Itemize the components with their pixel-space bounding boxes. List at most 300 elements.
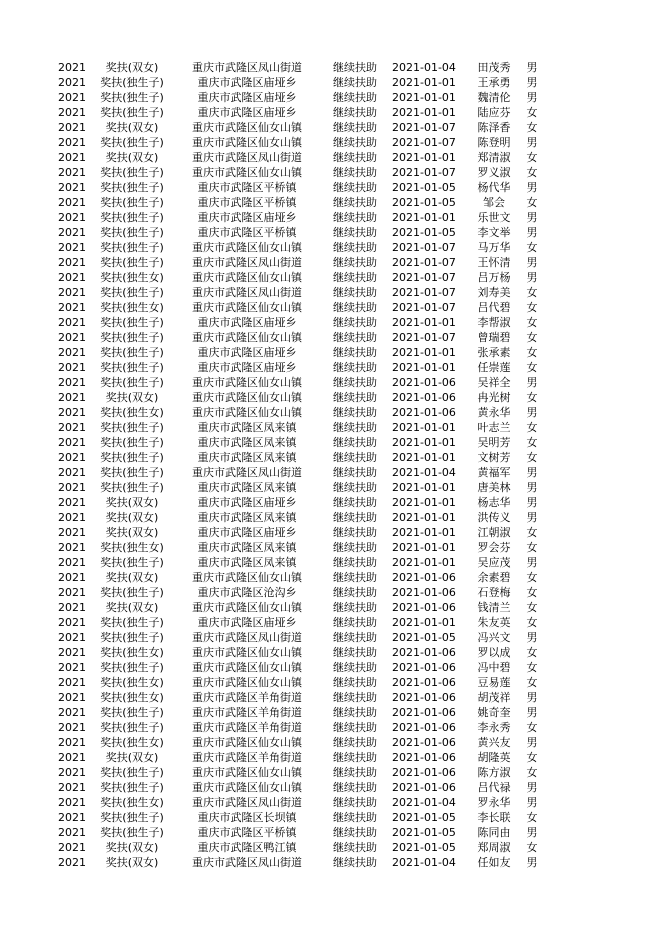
table-row xyxy=(0,555,662,570)
cell-name: 吴明芳 xyxy=(477,436,511,449)
cell-gender: 女 xyxy=(526,541,538,554)
cell-address: 重庆市武隆区仙女山镇 xyxy=(192,166,302,179)
cell-status: 继续扶助 xyxy=(333,421,377,434)
table-row xyxy=(0,300,662,315)
cell-gender: 男 xyxy=(526,136,538,149)
cell-address: 重庆市武隆区凤山街道 xyxy=(192,856,302,869)
table-row xyxy=(0,630,662,645)
cell-date: 2021-01-06 xyxy=(392,676,456,689)
cell-type: 奖扶(独生子) xyxy=(100,106,164,119)
cell-address: 重庆市武隆区仙女山镇 xyxy=(192,136,302,149)
cell-gender: 男 xyxy=(526,781,538,794)
cell-type: 奖扶(独生子) xyxy=(100,421,164,434)
cell-year: 2021 xyxy=(58,121,86,134)
cell-type: 奖扶(独生女) xyxy=(100,676,164,689)
cell-year: 2021 xyxy=(58,256,86,269)
cell-year: 2021 xyxy=(58,196,86,209)
cell-date: 2021-01-04 xyxy=(392,796,456,809)
table-row xyxy=(0,765,662,780)
cell-type: 奖扶(独生子) xyxy=(100,826,164,839)
cell-year: 2021 xyxy=(58,646,86,659)
cell-status: 继续扶助 xyxy=(333,121,377,134)
cell-status: 继续扶助 xyxy=(333,196,377,209)
cell-status: 继续扶助 xyxy=(333,541,377,554)
cell-status: 继续扶助 xyxy=(333,556,377,569)
cell-name: 吴祥全 xyxy=(477,376,511,389)
cell-gender: 女 xyxy=(526,766,538,779)
cell-year: 2021 xyxy=(58,466,86,479)
table-row xyxy=(0,210,662,225)
table-row xyxy=(0,840,662,855)
cell-name: 吕万杨 xyxy=(477,271,511,284)
table-row xyxy=(0,480,662,495)
cell-address: 重庆市武隆区凤山街道 xyxy=(192,631,302,644)
cell-status: 继续扶助 xyxy=(333,616,377,629)
table-row xyxy=(0,150,662,165)
table-row xyxy=(0,405,662,420)
cell-name: 朱友英 xyxy=(477,616,511,629)
cell-date: 2021-01-07 xyxy=(392,136,456,149)
cell-gender: 女 xyxy=(526,121,538,134)
cell-name: 胡隆英 xyxy=(477,751,511,764)
table-row xyxy=(0,525,662,540)
cell-status: 继续扶助 xyxy=(333,496,377,509)
cell-status: 继续扶助 xyxy=(333,166,377,179)
table-row xyxy=(0,810,662,825)
cell-name: 任崇莲 xyxy=(477,361,511,374)
cell-address: 重庆市武隆区仙女山镇 xyxy=(192,676,302,689)
cell-address: 重庆市武隆区仙女山镇 xyxy=(192,376,302,389)
cell-year: 2021 xyxy=(58,526,86,539)
cell-address: 重庆市武隆区凤来镇 xyxy=(197,451,297,464)
cell-date: 2021-01-01 xyxy=(392,496,456,509)
cell-status: 继续扶助 xyxy=(333,511,377,524)
cell-type: 奖扶(独生子) xyxy=(100,226,164,239)
cell-year: 2021 xyxy=(58,796,86,809)
cell-name: 陈同由 xyxy=(477,826,511,839)
cell-year: 2021 xyxy=(58,616,86,629)
cell-name: 李文举 xyxy=(477,226,511,239)
cell-name: 豆易莲 xyxy=(477,676,511,689)
table-row xyxy=(0,600,662,615)
cell-address: 重庆市武隆区羊角街道 xyxy=(192,691,302,704)
cell-status: 继续扶助 xyxy=(333,646,377,659)
cell-name: 王怀清 xyxy=(477,256,511,269)
cell-type: 奖扶(独生女) xyxy=(100,796,164,809)
cell-gender: 女 xyxy=(526,166,538,179)
cell-date: 2021-01-01 xyxy=(392,511,456,524)
cell-type: 奖扶(独生女) xyxy=(100,406,164,419)
cell-name: 罗永华 xyxy=(477,796,511,809)
cell-gender: 女 xyxy=(526,676,538,689)
cell-date: 2021-01-06 xyxy=(392,646,456,659)
cell-type: 奖扶(独生子) xyxy=(100,466,164,479)
cell-status: 继续扶助 xyxy=(333,856,377,869)
cell-date: 2021-01-01 xyxy=(392,556,456,569)
cell-type: 奖扶(独生子) xyxy=(100,811,164,824)
cell-address: 重庆市武隆区平桥镇 xyxy=(197,826,297,839)
cell-status: 继续扶助 xyxy=(333,526,377,539)
cell-address: 重庆市武隆区仙女山镇 xyxy=(192,661,302,674)
cell-status: 继续扶助 xyxy=(333,76,377,89)
cell-gender: 女 xyxy=(526,151,538,164)
cell-year: 2021 xyxy=(58,76,86,89)
table-row xyxy=(0,825,662,840)
cell-year: 2021 xyxy=(58,481,86,494)
cell-year: 2021 xyxy=(58,391,86,404)
cell-type: 奖扶(独生女) xyxy=(100,301,164,314)
table-row xyxy=(0,780,662,795)
cell-status: 继续扶助 xyxy=(333,106,377,119)
table-row xyxy=(0,540,662,555)
cell-year: 2021 xyxy=(58,571,86,584)
cell-type: 奖扶(独生子) xyxy=(100,436,164,449)
cell-name: 杨代华 xyxy=(477,181,511,194)
cell-status: 继续扶助 xyxy=(333,841,377,854)
cell-name: 文树芳 xyxy=(477,451,511,464)
cell-name: 唐美林 xyxy=(477,481,511,494)
cell-status: 继续扶助 xyxy=(333,751,377,764)
table-row xyxy=(0,495,662,510)
cell-date: 2021-01-06 xyxy=(392,571,456,584)
cell-address: 重庆市武隆区平桥镇 xyxy=(197,226,297,239)
cell-name: 吴应茂 xyxy=(477,556,511,569)
cell-address: 重庆市武隆区凤来镇 xyxy=(197,421,297,434)
cell-date: 2021-01-04 xyxy=(392,466,456,479)
table-row xyxy=(0,315,662,330)
cell-name: 李长联 xyxy=(477,811,511,824)
table-row xyxy=(0,450,662,465)
cell-type: 奖扶(双女) xyxy=(105,151,159,164)
cell-status: 继续扶助 xyxy=(333,376,377,389)
cell-year: 2021 xyxy=(58,241,86,254)
cell-address: 重庆市武隆区凤来镇 xyxy=(197,556,297,569)
cell-year: 2021 xyxy=(58,271,86,284)
cell-address: 重庆市武隆区凤山街道 xyxy=(192,61,302,74)
cell-gender: 女 xyxy=(526,346,538,359)
cell-type: 奖扶(独生子) xyxy=(100,196,164,209)
cell-year: 2021 xyxy=(58,436,86,449)
cell-type: 奖扶(双女) xyxy=(105,571,159,584)
cell-status: 继续扶助 xyxy=(333,241,377,254)
table-row xyxy=(0,585,662,600)
table-row xyxy=(0,375,662,390)
cell-status: 继续扶助 xyxy=(333,346,377,359)
cell-name: 乐世文 xyxy=(477,211,511,224)
cell-year: 2021 xyxy=(58,421,86,434)
cell-year: 2021 xyxy=(58,766,86,779)
cell-name: 王承勇 xyxy=(477,76,511,89)
cell-status: 继续扶助 xyxy=(333,706,377,719)
cell-address: 重庆市武隆区庙垭乡 xyxy=(197,106,297,119)
cell-address: 重庆市武隆区庙垭乡 xyxy=(197,316,297,329)
cell-date: 2021-01-04 xyxy=(392,61,456,74)
cell-address: 重庆市武隆区凤来镇 xyxy=(197,436,297,449)
cell-address: 重庆市武隆区庙垭乡 xyxy=(197,496,297,509)
table-row xyxy=(0,270,662,285)
cell-type: 奖扶(独生子) xyxy=(100,481,164,494)
cell-gender: 女 xyxy=(526,721,538,734)
cell-address: 重庆市武隆区庙垭乡 xyxy=(197,76,297,89)
cell-year: 2021 xyxy=(58,61,86,74)
cell-date: 2021-01-05 xyxy=(392,196,456,209)
cell-name: 陈泽香 xyxy=(477,121,511,134)
cell-type: 奖扶(独生子) xyxy=(100,181,164,194)
cell-gender: 男 xyxy=(526,76,538,89)
cell-year: 2021 xyxy=(58,541,86,554)
cell-gender: 男 xyxy=(526,226,538,239)
cell-address: 重庆市武隆区庙垭乡 xyxy=(197,211,297,224)
cell-address: 重庆市武隆区庙垭乡 xyxy=(197,526,297,539)
cell-address: 重庆市武隆区羊角街道 xyxy=(192,751,302,764)
cell-name: 姚奇奎 xyxy=(477,706,511,719)
cell-address: 重庆市武隆区仙女山镇 xyxy=(192,406,302,419)
cell-date: 2021-01-07 xyxy=(392,271,456,284)
cell-date: 2021-01-05 xyxy=(392,631,456,644)
cell-type: 奖扶(独生女) xyxy=(100,271,164,284)
cell-status: 继续扶助 xyxy=(333,766,377,779)
cell-address: 重庆市武隆区仙女山镇 xyxy=(192,331,302,344)
cell-address: 重庆市武隆区仙女山镇 xyxy=(192,781,302,794)
cell-year: 2021 xyxy=(58,586,86,599)
cell-gender: 女 xyxy=(526,391,538,404)
cell-gender: 女 xyxy=(526,241,538,254)
cell-year: 2021 xyxy=(58,736,86,749)
cell-name: 罗以成 xyxy=(477,646,511,659)
cell-gender: 男 xyxy=(526,61,538,74)
cell-gender: 男 xyxy=(526,256,538,269)
cell-gender: 男 xyxy=(526,376,538,389)
cell-address: 重庆市武隆区凤山街道 xyxy=(192,796,302,809)
cell-name: 罗义淑 xyxy=(477,166,511,179)
cell-gender: 男 xyxy=(526,91,538,104)
cell-status: 继续扶助 xyxy=(333,271,377,284)
cell-date: 2021-01-01 xyxy=(392,616,456,629)
cell-type: 奖扶(独生女) xyxy=(100,691,164,704)
cell-status: 继续扶助 xyxy=(333,796,377,809)
cell-gender: 男 xyxy=(526,631,538,644)
table-row xyxy=(0,120,662,135)
cell-address: 重庆市武隆区仙女山镇 xyxy=(192,571,302,584)
cell-status: 继续扶助 xyxy=(333,256,377,269)
cell-year: 2021 xyxy=(58,511,86,524)
cell-address: 重庆市武隆区羊角街道 xyxy=(192,721,302,734)
cell-status: 继续扶助 xyxy=(333,586,377,599)
table-row xyxy=(0,615,662,630)
cell-gender: 男 xyxy=(526,826,538,839)
cell-name: 任如友 xyxy=(477,856,511,869)
cell-status: 继续扶助 xyxy=(333,91,377,104)
cell-name: 马万华 xyxy=(477,241,511,254)
cell-type: 奖扶(双女) xyxy=(105,601,159,614)
cell-type: 奖扶(独生女) xyxy=(100,646,164,659)
cell-status: 继续扶助 xyxy=(333,631,377,644)
cell-type: 奖扶(双女) xyxy=(105,841,159,854)
table-row xyxy=(0,660,662,675)
table-row xyxy=(0,705,662,720)
cell-date: 2021-01-01 xyxy=(392,541,456,554)
cell-status: 继续扶助 xyxy=(333,136,377,149)
cell-address: 重庆市武隆区仙女山镇 xyxy=(192,271,302,284)
cell-gender: 女 xyxy=(526,451,538,464)
cell-gender: 男 xyxy=(526,496,538,509)
cell-type: 奖扶(独生子) xyxy=(100,361,164,374)
cell-status: 继续扶助 xyxy=(333,451,377,464)
cell-gender: 男 xyxy=(526,406,538,419)
cell-status: 继续扶助 xyxy=(333,151,377,164)
cell-status: 继续扶助 xyxy=(333,781,377,794)
cell-gender: 女 xyxy=(526,301,538,314)
cell-gender: 男 xyxy=(526,511,538,524)
cell-date: 2021-01-01 xyxy=(392,421,456,434)
cell-address: 重庆市武隆区沧沟乡 xyxy=(197,586,297,599)
cell-type: 奖扶(双女) xyxy=(105,121,159,134)
cell-year: 2021 xyxy=(58,181,86,194)
cell-date: 2021-01-01 xyxy=(392,76,456,89)
cell-address: 重庆市武隆区仙女山镇 xyxy=(192,736,302,749)
cell-name: 李永秀 xyxy=(477,721,511,734)
cell-date: 2021-01-06 xyxy=(392,751,456,764)
cell-date: 2021-01-07 xyxy=(392,241,456,254)
cell-date: 2021-01-01 xyxy=(392,526,456,539)
cell-address: 重庆市武隆区庙垭乡 xyxy=(197,361,297,374)
cell-name: 钱清兰 xyxy=(477,601,511,614)
cell-type: 奖扶(独生子) xyxy=(100,331,164,344)
table-row xyxy=(0,420,662,435)
cell-type: 奖扶(独生子) xyxy=(100,241,164,254)
cell-year: 2021 xyxy=(58,706,86,719)
cell-gender: 女 xyxy=(526,646,538,659)
cell-date: 2021-01-06 xyxy=(392,736,456,749)
cell-date: 2021-01-01 xyxy=(392,346,456,359)
cell-date: 2021-01-07 xyxy=(392,301,456,314)
cell-date: 2021-01-01 xyxy=(392,316,456,329)
cell-name: 黄永华 xyxy=(477,406,511,419)
table-row xyxy=(0,60,662,75)
cell-date: 2021-01-06 xyxy=(392,586,456,599)
cell-type: 奖扶(双女) xyxy=(105,526,159,539)
cell-date: 2021-01-01 xyxy=(392,481,456,494)
cell-date: 2021-01-05 xyxy=(392,811,456,824)
cell-name: 余素碧 xyxy=(477,571,511,584)
cell-gender: 女 xyxy=(526,841,538,854)
table-row xyxy=(0,345,662,360)
cell-year: 2021 xyxy=(58,91,86,104)
cell-name: 杨志华 xyxy=(477,496,511,509)
cell-status: 继续扶助 xyxy=(333,466,377,479)
cell-gender: 女 xyxy=(526,526,538,539)
cell-date: 2021-01-07 xyxy=(392,121,456,134)
cell-type: 奖扶(独生子) xyxy=(100,76,164,89)
cell-date: 2021-01-06 xyxy=(392,661,456,674)
cell-status: 继续扶助 xyxy=(333,301,377,314)
cell-date: 2021-01-01 xyxy=(392,91,456,104)
cell-gender: 女 xyxy=(526,421,538,434)
cell-gender: 女 xyxy=(526,586,538,599)
cell-address: 重庆市武隆区凤山街道 xyxy=(192,151,302,164)
cell-type: 奖扶(独生子) xyxy=(100,556,164,569)
cell-date: 2021-01-04 xyxy=(392,856,456,869)
cell-year: 2021 xyxy=(58,631,86,644)
table-row xyxy=(0,330,662,345)
cell-name: 陆应芬 xyxy=(477,106,511,119)
cell-status: 继续扶助 xyxy=(333,226,377,239)
cell-type: 奖扶(双女) xyxy=(105,391,159,404)
cell-address: 重庆市武隆区平桥镇 xyxy=(197,181,297,194)
cell-status: 继续扶助 xyxy=(333,571,377,584)
table-row xyxy=(0,285,662,300)
cell-date: 2021-01-06 xyxy=(392,706,456,719)
cell-date: 2021-01-07 xyxy=(392,331,456,344)
cell-date: 2021-01-05 xyxy=(392,841,456,854)
cell-type: 奖扶(独生子) xyxy=(100,586,164,599)
cell-name: 张承素 xyxy=(477,346,511,359)
cell-date: 2021-01-07 xyxy=(392,166,456,179)
cell-address: 重庆市武隆区平桥镇 xyxy=(197,196,297,209)
cell-type: 奖扶(独生子) xyxy=(100,631,164,644)
cell-gender: 女 xyxy=(526,196,538,209)
cell-date: 2021-01-06 xyxy=(392,781,456,794)
cell-gender: 女 xyxy=(526,616,538,629)
table-row xyxy=(0,465,662,480)
cell-gender: 男 xyxy=(526,466,538,479)
cell-date: 2021-01-06 xyxy=(392,601,456,614)
cell-name: 冉光树 xyxy=(477,391,511,404)
cell-year: 2021 xyxy=(58,301,86,314)
table-row xyxy=(0,255,662,270)
cell-year: 2021 xyxy=(58,406,86,419)
cell-address: 重庆市武隆区凤来镇 xyxy=(197,511,297,524)
cell-gender: 女 xyxy=(526,286,538,299)
cell-name: 洪传义 xyxy=(477,511,511,524)
record-table xyxy=(0,60,662,870)
cell-year: 2021 xyxy=(58,226,86,239)
cell-address: 重庆市武隆区仙女山镇 xyxy=(192,391,302,404)
cell-date: 2021-01-06 xyxy=(392,376,456,389)
cell-name: 刘寿美 xyxy=(477,286,511,299)
cell-type: 奖扶(双女) xyxy=(105,61,159,74)
cell-address: 重庆市武隆区仙女山镇 xyxy=(192,646,302,659)
cell-address: 重庆市武隆区凤山街道 xyxy=(192,286,302,299)
cell-name: 吕代禄 xyxy=(477,781,511,794)
cell-year: 2021 xyxy=(58,781,86,794)
cell-address: 重庆市武隆区羊角街道 xyxy=(192,706,302,719)
cell-date: 2021-01-01 xyxy=(392,361,456,374)
cell-type: 奖扶(独生子) xyxy=(100,766,164,779)
cell-gender: 女 xyxy=(526,361,538,374)
table-row xyxy=(0,795,662,810)
table-row xyxy=(0,735,662,750)
cell-name: 黄兴友 xyxy=(477,736,511,749)
cell-type: 奖扶(独生子) xyxy=(100,781,164,794)
cell-type: 奖扶(独生子) xyxy=(100,286,164,299)
cell-year: 2021 xyxy=(58,316,86,329)
cell-gender: 女 xyxy=(526,571,538,584)
cell-gender: 男 xyxy=(526,691,538,704)
cell-date: 2021-01-01 xyxy=(392,151,456,164)
cell-year: 2021 xyxy=(58,331,86,344)
cell-name: 郑周淑 xyxy=(477,841,511,854)
cell-name: 黄福军 xyxy=(477,466,511,479)
cell-address: 重庆市武隆区凤山街道 xyxy=(192,466,302,479)
cell-name: 李帮淑 xyxy=(477,316,511,329)
table-row xyxy=(0,690,662,705)
cell-date: 2021-01-06 xyxy=(392,721,456,734)
cell-year: 2021 xyxy=(58,601,86,614)
table-row xyxy=(0,675,662,690)
cell-address: 重庆市武隆区鸭江镇 xyxy=(197,841,297,854)
table-row xyxy=(0,720,662,735)
